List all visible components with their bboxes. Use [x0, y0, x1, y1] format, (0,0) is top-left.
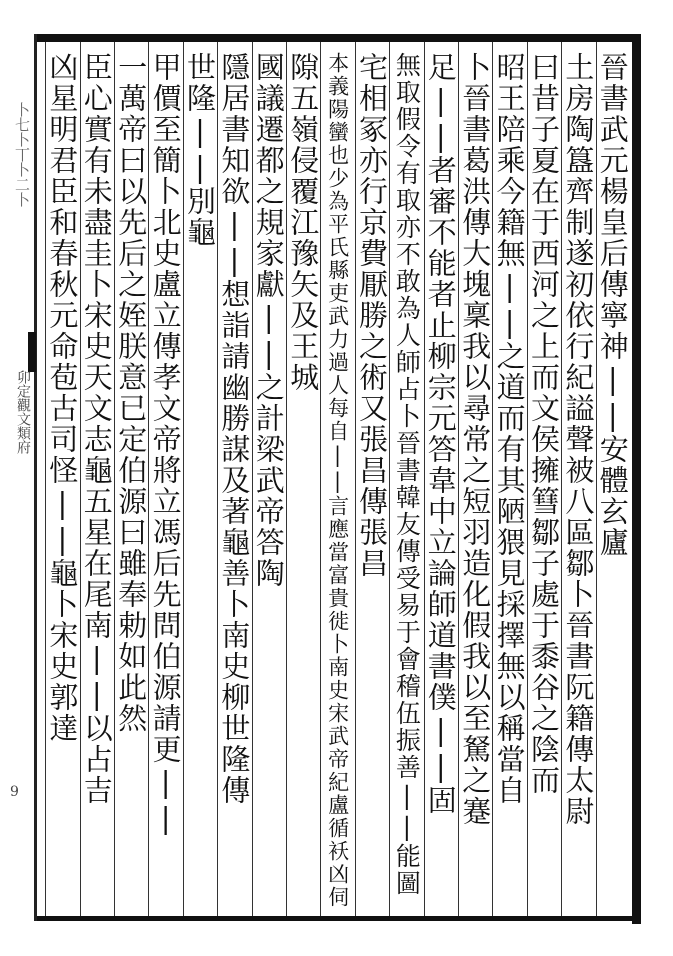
text-column: 凶星明君臣和春秋元命苞古司怪||龜卜宋史郭達 [45, 52, 80, 744]
margin-block [28, 332, 36, 372]
margin-ticks: 卜七卜丅卜二卜 [13, 102, 31, 207]
page-number: 9 [10, 784, 19, 800]
margin-label: 卯定觀文類府 [15, 370, 31, 454]
page-border-top [34, 34, 641, 42]
text-column: 國議遷都之規家獻||之計梁武帝答陶 [251, 52, 286, 589]
text-column: 曰昔子夏在于西河之上而文侯擁篲鄒子處于黍谷之陰而 [527, 52, 561, 796]
text-column: 世隆||別龜 [183, 52, 217, 248]
text-column: 宅相冢亦行京費厭勝之術又張昌傳張昌 [355, 52, 389, 579]
page-border-bottom [34, 916, 641, 921]
text-column: 足||者審不能者止柳宗元答韋中立論師道書僕||固 [423, 52, 458, 816]
text-column: 土房陶簋齊制遂初依行紀謚聲被八區鄒卜晉書阮籍傳太尉 [561, 52, 596, 827]
text-column: 一萬帝曰以先后之姪朕意已定伯源曰雖奉勅如此然 [114, 52, 149, 734]
text-column: 隱居書知欲||想詣請幽勝謀及著龜善卜南史柳世隆傳 [217, 52, 252, 806]
text-column: 晉書武元楊皇后傳寧神||安體玄廬 [595, 52, 630, 558]
text-column: 隙五嶺侵覆江豫矢及王城 [286, 52, 321, 393]
page-border-left [34, 34, 37, 921]
text-column: 無取假令有取亦不敢為人師占卜晉書韓友傳受易于會稽伍振善||能圖 [392, 52, 422, 897]
text-column: 臣心實有未盡圭卜宋史天文志龜五星在尾南||以占吉 [79, 52, 114, 806]
page-margin [4, 40, 32, 920]
text-column: 本義陽蠻也少為平氏縣吏武力過人每自||言應當富貴徙卜南史宋武帝紀盧循袄凶伺 [325, 52, 350, 909]
text-column: 甲價至簡卜北史盧立傳孝文帝將立馮后先問伯源請更|| [148, 52, 183, 837]
text-column: 卜晉書葛洪傳大塊稟我以尋常之短羽造化假我以至駑之蹇 [458, 52, 493, 827]
text-column: 昭王陪乘今籍無||之道而有其陋猥見採擇無以稱當自 [492, 52, 527, 806]
